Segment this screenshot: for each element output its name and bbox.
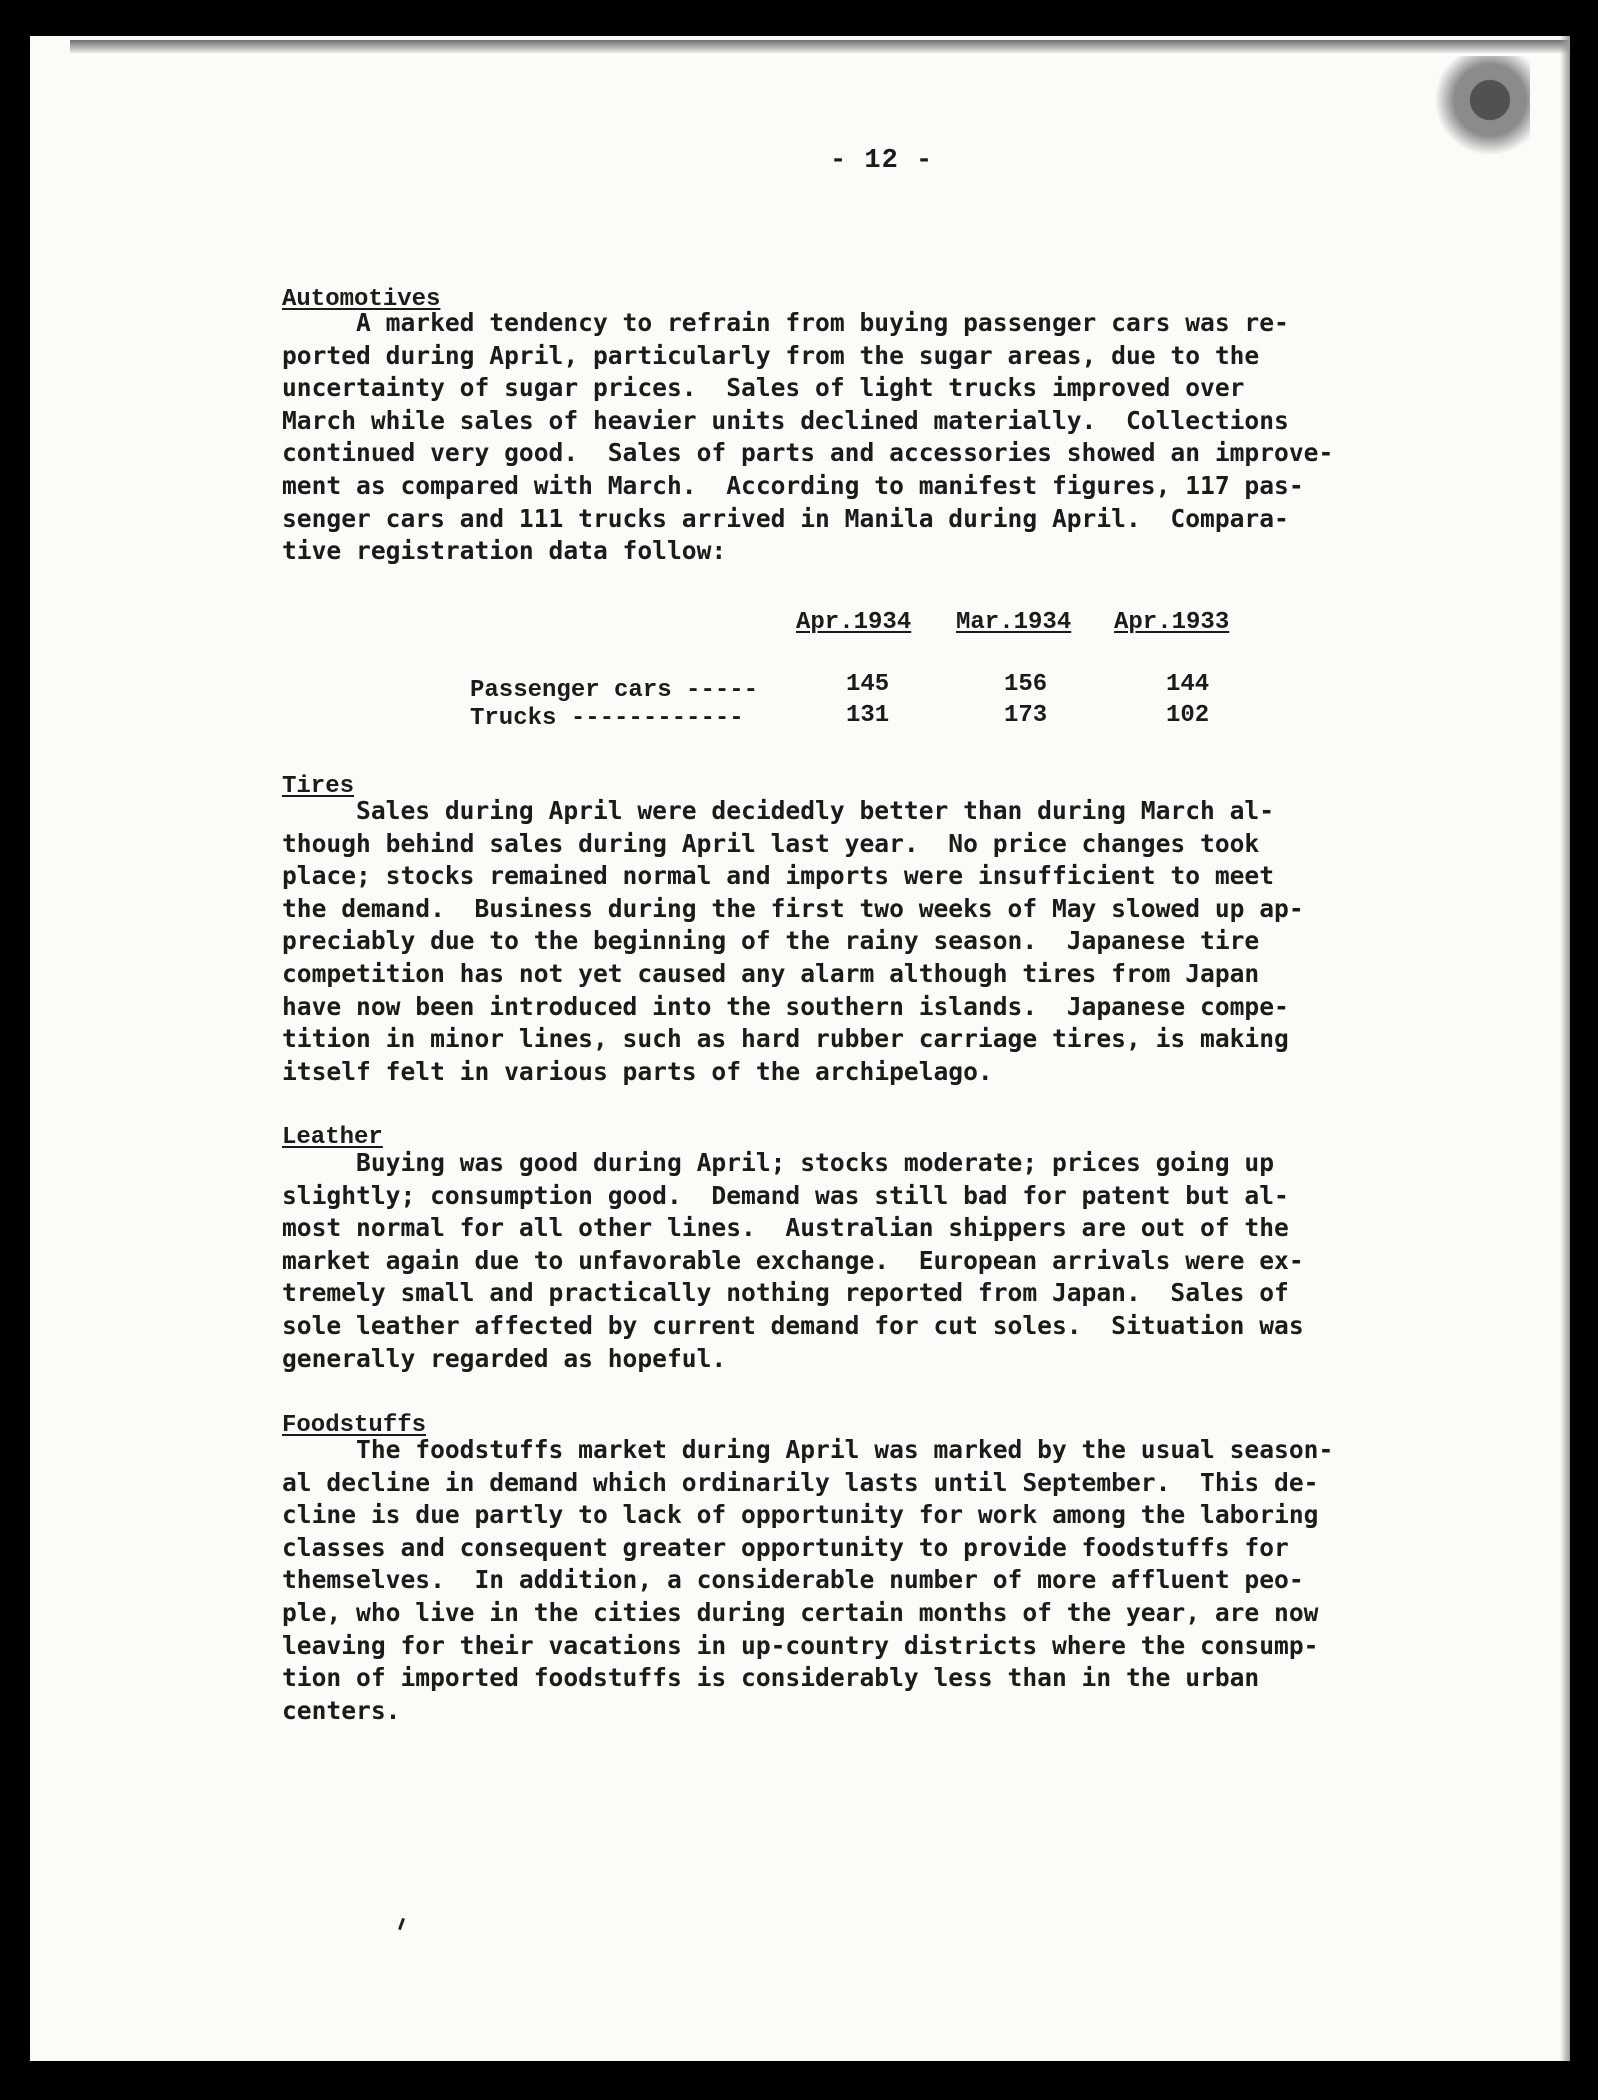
automotives-line: A marked tendency to refrain from buying passenger cars was re- [282,308,1289,337]
page-number: - 12 - [830,146,934,176]
leather-line: sole leather affected by current demand for cut soles. Situation was [282,1310,1304,1340]
leather-line: slightly; consumption good. Demand was still bad for patent but al- [282,1180,1289,1210]
table-col-apr-1934: Apr.1934 [796,609,912,636]
foodstuffs-line: classes and consequent greater opportunity to provide foodstuffs for [282,1532,1289,1562]
automotives-line: continued very good. Sales of parts and accessories showed an improve- [282,438,1334,468]
table-cell: 173 [1004,702,1048,729]
tires-line: Sales during April were decidedly better than during March al- [282,796,1275,825]
tires-line: itself felt in various parts of the archipelago. [282,1056,993,1086]
automotives-line: uncertainty of sugar prices. Sales of light trucks improved over [282,373,1245,403]
leather-line: most normal for all other lines. Australian shippers are out of the [282,1213,1289,1243]
table-col-mar-1934: Mar.1934 [956,609,1072,636]
heading-tires: Tires [282,773,355,800]
foodstuffs-line: ple, who live in the cities during certain months of the year, are now [282,1597,1319,1627]
tires-line: tition in minor lines, such as hard rubber carriage tires, is making [282,1024,1289,1054]
paragraph-tires [282,795,1417,1088]
automotives-line: ported during April, particularly from the sugar areas, due to the [282,340,1260,370]
leather-line: generally regarded as hopeful. [282,1343,727,1373]
leather-line: Buying was good during April; stocks moderate; prices going up [282,1148,1275,1177]
heading-automotives: Automotives [282,286,441,313]
table-cell: 145 [846,671,890,698]
automotives-line: ment as compared with March. According to manifest figures, 117 pas- [282,470,1304,500]
paragraph-leather [282,1147,1417,1375]
tires-line: though behind sales during April last year. No price changes took [282,828,1260,858]
table-col-apr-1933: Apr.1933 [1114,609,1230,636]
foodstuffs-line: themselves. In addition, a considerable number of more affluent peo- [282,1565,1304,1595]
paragraph-automotives [282,307,1417,568]
automotives-line: March while sales of heavier units declined materially. Collections [282,405,1289,435]
foodstuffs-line: centers. [282,1695,401,1725]
automotives-line: tive registration data follow: [282,536,727,566]
tires-line: place; stocks remained normal and imports were insufficient to meet [282,861,1275,891]
tires-line: the demand. Business during the first two weeks of May slowed up ap- [282,893,1304,923]
paragraph-foodstuffs [282,1434,1417,1727]
leather-line: market again due to unfavorable exchange. European arrivals were ex- [282,1245,1304,1275]
leather-line: tremely small and practically nothing reported from Japan. Sales of [282,1278,1289,1308]
table-row-label-trucks: Trucks ------------ [470,705,744,732]
tires-line: have now been introduced into the southern islands. Japanese compe- [282,991,1289,1021]
heading-leather: Leather [282,1124,383,1151]
tires-line: preciably due to the beginning of the rainy season. Japanese tire [282,926,1260,956]
table-cell: 102 [1166,702,1210,729]
foodstuffs-line: The foodstuffs market during April was marked by the usual season- [282,1435,1334,1464]
table-cell: 144 [1166,671,1210,698]
heading-foodstuffs: Foodstuffs [282,1412,427,1439]
foodstuffs-line: leaving for their vacations in up-country districts where the consump- [282,1630,1319,1660]
foodstuffs-line: tion of imported foodstuffs is considerably less than in the urban [282,1663,1260,1693]
stray-ink-mark [398,1918,405,1930]
table-cell: 156 [1004,671,1048,698]
table-cell: 131 [846,702,890,729]
automotives-line: senger cars and 111 trucks arrived in Manila during April. Compara- [282,503,1289,533]
table-row-label-passenger-cars: Passenger cars ----- [470,677,759,704]
foodstuffs-line: al decline in demand which ordinarily lasts until September. This de- [282,1467,1319,1497]
foodstuffs-line: cline is due partly to lack of opportunity for work among the laboring [282,1500,1319,1530]
tires-line: competition has not yet caused any alarm although tires from Japan [282,958,1260,988]
